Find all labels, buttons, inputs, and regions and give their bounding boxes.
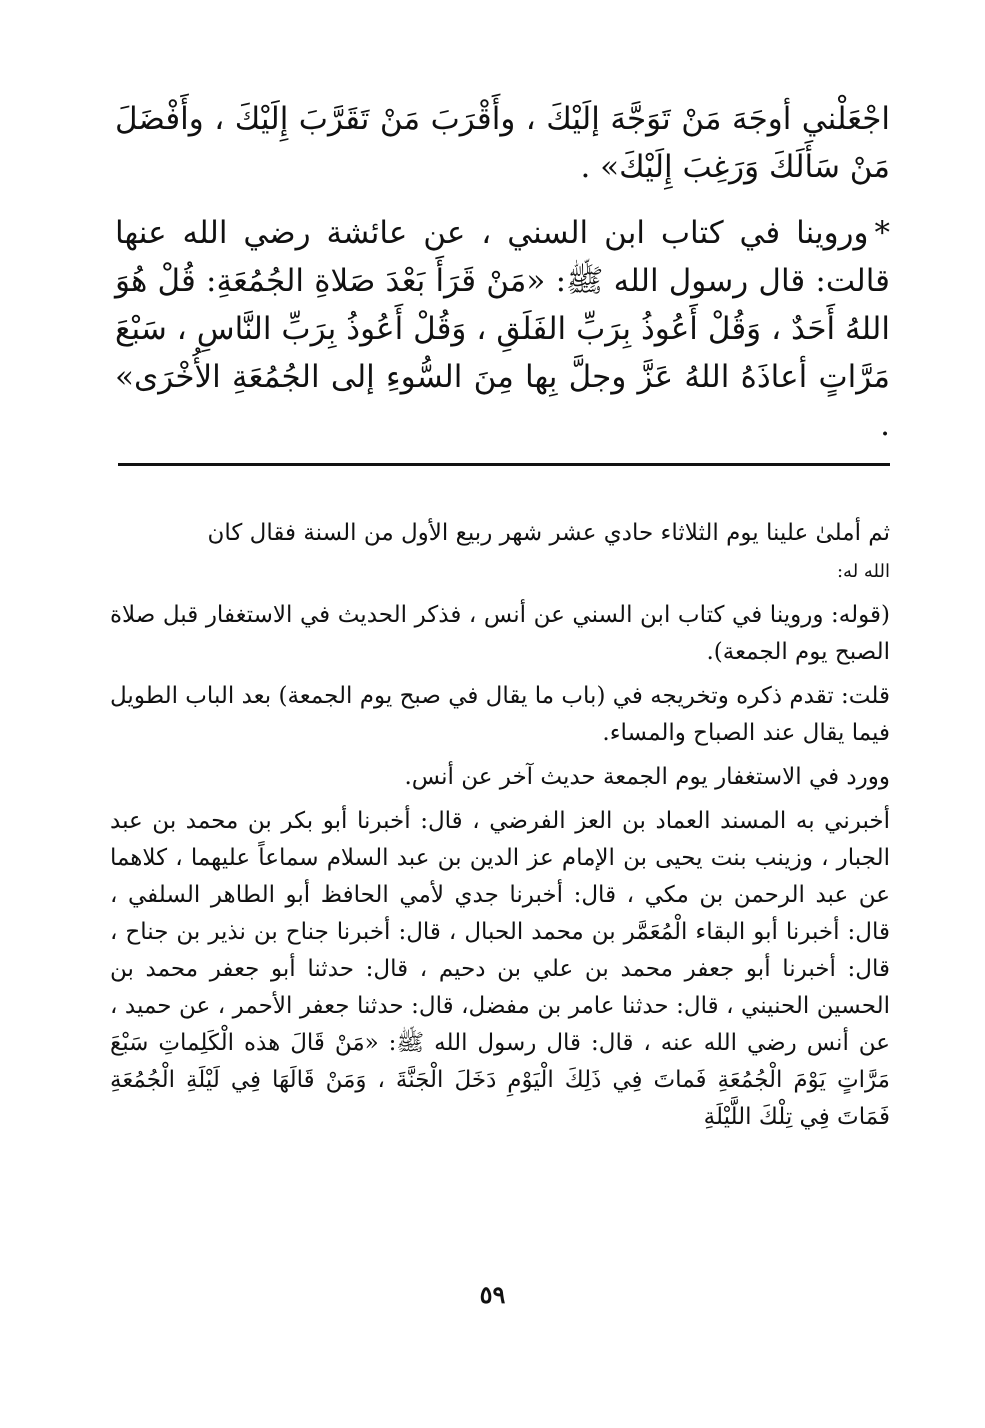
note-paragraph-1-small: الله له:: [836, 561, 890, 582]
note-paragraph-3: قلت: تقدم ذكره وتخريجه في (باب ما يقال في صبح يوم الجمعة) بعد الباب الطويل فيما يقال عند الصباح والمساء.: [110, 683, 890, 746]
note-paragraph-5: أخبرني به المسند العماد بن العز الفرضي ، قال: أخبرنا أبو بكر بن محمد بن عبد الجبار ، وزينب بنت يحيى بن الإمام عز الدين بن عبد السلام سماعاً عليهما ، كلاهما عن عبد الرحمن بن مكي ، قال: أخبرنا جدي لأمي الحافظ أبو الطاهر السلفي ، قال: أخبرنا أبو البقاء الْمُعَمَّر بن محمد الحبال ، قال: أخبرنا جناح بن نذير بن جناح ، قال: أخبرنا أبو جعفر محمد بن علي بن دحيم ، قال: حدثنا أبو جعفر محمد بن الحسين الحنيني ، قال: حدثنا عامر بن مفضل، قال: حدثنا جعفر الأحمر ، عن حميد ، عن أنس رضي الله عنه ، قال: قال رسول الله ﷺ: «مَنْ قَالَ هذه الْكَلِماتِ سَبْعَ مَرَّاتٍ يَوْمَ الْجُمُعَةِ فَماتَ فِي ذَلِكَ الْيَوْمِ دَخَلَ الْجَنَّةَ ، وَمَنْ قَالَهَا فِي لَيْلَةِ الْجُمُعَةِ فَمَاتَ فِي تِلْكَ اللَّيْلَةِ: [110, 808, 890, 1130]
star-marker: *: [874, 215, 890, 251]
separator-rule: [118, 463, 890, 466]
main-paragraph-1: اجْعَلْني أوجَهَ مَنْ تَوَجَّهَ إلَيْكَ ، وأَقْرَبَ مَنْ تَقَرَّبَ إِلَيْكَ ، وأَفْضَلَ مَنْ سَأَلَكَ وَرَغِبَ إِلَيْكَ» .: [115, 101, 890, 185]
main-paragraph-2: [115, 209, 890, 449]
note-paragraph-1: [110, 515, 890, 590]
notes-section: [110, 515, 890, 1143]
main-text: [115, 95, 890, 467]
note-paragraph-1-text: ثم أملىٰ علينا يوم الثلاثاء حادي عشر شهر ربيع الأول من السنة فقال كان: [207, 520, 890, 546]
note-paragraph-2: (قوله: وروينا في كتاب ابن السني عن أنس ، فذكر الحديث في الاستغفار قبل صلاة الصبح يوم الجمعة).: [110, 602, 890, 665]
main-paragraph-2-text: وروينا في كتاب ابن السني ، عن عائشة رضي الله عنها قالت: قال رسول الله ﷺ: «مَنْ قَرَأَ بَعْدَ صَلاةِ الجُمُعَةِ: قُلْ هُوَ اللهُ أَحَدٌ ، وَقُلْ أَعُوذُ بِرَبِّ الفَلَقِ ، وَقُلْ أَعُوذُ بِرَبِّ النَّاسِ ، سَبْعَ مَرَّاتٍ أعاذَهُ اللهُ عَزَّ وجلَّ بِها مِنَ السُّوءِ إلى الجُمُعَةِ الأُخْرَى» .: [115, 215, 890, 443]
page-number: ٥٩: [479, 1280, 506, 1309]
note-paragraph-4: وورد في الاستغفار يوم الجمعة حديث آخر عن أنس.: [404, 764, 890, 790]
